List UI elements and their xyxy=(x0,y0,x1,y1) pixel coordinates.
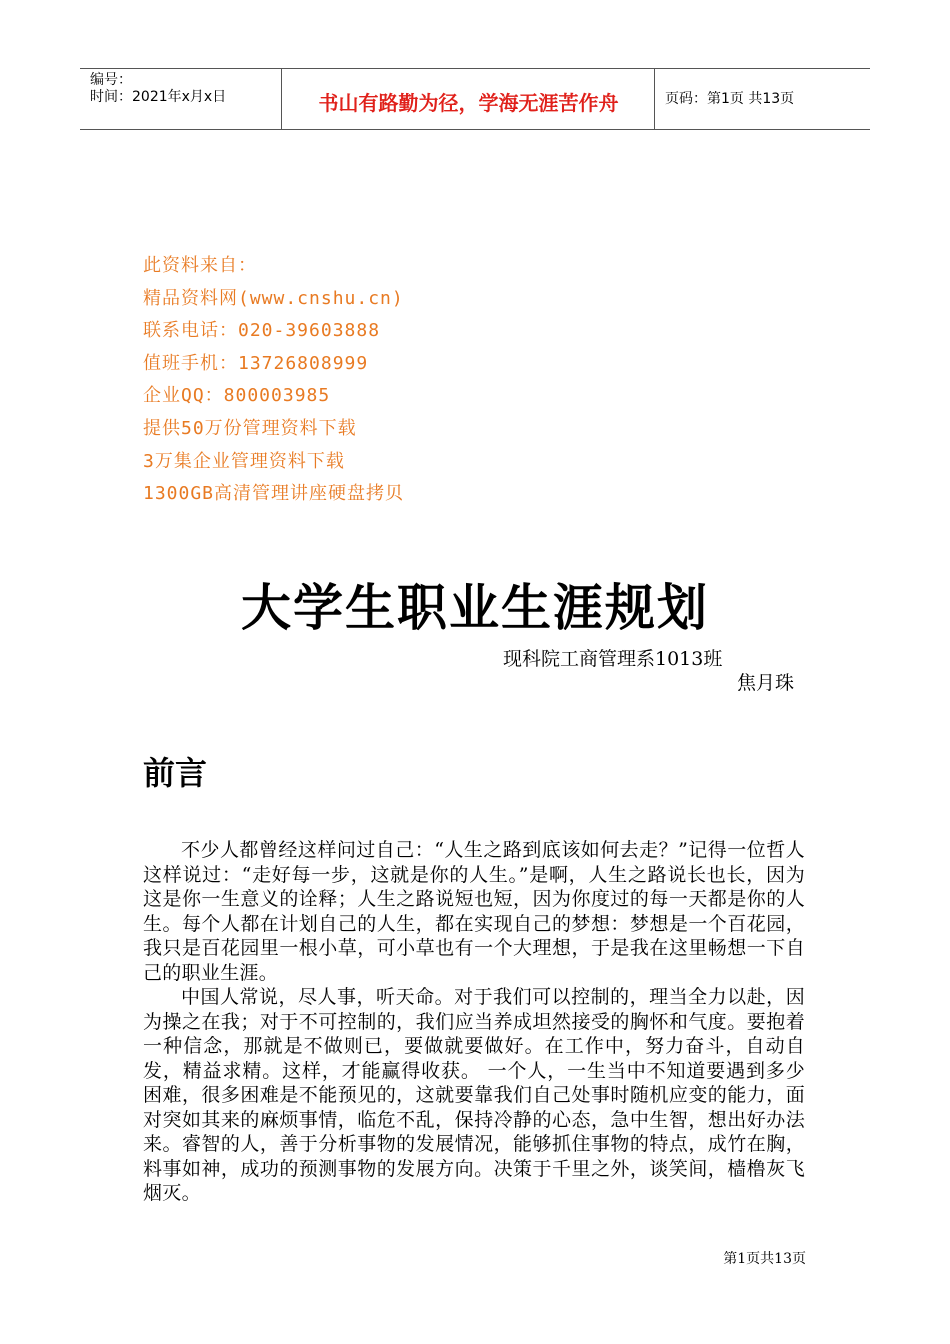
header-motto: 书山有路勤为径，学海无涯苦作舟 xyxy=(318,91,619,115)
resource-offer-line: 提供50万份管理资料下载 xyxy=(143,417,357,439)
page-footer: 第1页共13页 xyxy=(723,1251,806,1267)
document-author: 焦月珠 xyxy=(737,672,795,694)
source-info-line: 此资料来自： xyxy=(143,255,257,276)
section-heading: 前言 xyxy=(143,754,208,792)
document-date-label: 时间：2021年x月x日 xyxy=(90,89,227,105)
enterprise-qq-line: 企业QQ：800003985 xyxy=(143,385,331,407)
document-title: 大学生职业生涯规划 xyxy=(241,579,709,637)
source-website-line: 精品资料网(www.cnshu.cn) xyxy=(143,287,404,309)
body-text xyxy=(143,838,805,1206)
duty-mobile-line: 值班手机：13726808999 xyxy=(143,352,369,374)
resource-offer-line: 3万集企业管理资料下载 xyxy=(143,450,345,472)
header-page-cell xyxy=(655,69,870,129)
paragraph: 中国人常说，尽人事，听天命。对于我们可以控制的，理当全力以赴，因为操之在我；对于不可控制的，我们应当养成坦然接受的胸怀和气度。要抱着一种信念，那就是不做则已，要做就要做好。在工作中，努力奋斗，自动自发，精益求精。这样，才能赢得收获。 一个人，一生当中不知道要遇到多少困难，很多困难是不能预见的，这就要靠我们自己处事时随机应变的能力，面对突如其来的麻烦事情，临危不乱，保持冷静的心态，急中生智，想出好办法来。睿智的人，善于分析事物的发展情况，能够抓住事物的特点，成竹在胸，料事如神，成功的预测事物的发展方向。决策于千里之外，谈笑间，樯橹灰飞烟灭。 xyxy=(143,986,805,1204)
document-subtitle: 现科院工商管理系1013班 xyxy=(503,648,723,670)
header-page-number: 页码：第1页 共13页 xyxy=(665,91,795,107)
source-info-block xyxy=(143,250,404,511)
header-info-cell xyxy=(80,69,282,129)
resource-offer-line: 1300GB高清管理讲座硬盘拷贝 xyxy=(143,483,405,505)
page-header xyxy=(80,68,870,130)
document-number-label: 编号： xyxy=(90,72,132,88)
header-motto-cell xyxy=(282,69,655,129)
contact-phone-line: 联系电话：020-39603888 xyxy=(143,320,381,342)
paragraph: 不少人都曾经这样问过自己：“人生之路到底该如何去走？”记得一位哲人这样说过：“走好每一步，这就是你的人生。”是啊，人生之路说长也长，因为这是你一生意义的诠释；人生之路说短也短，因为你度过的每一天都是你的人生。每个人都在计划自己的人生，都在实现自己的梦想：梦想是一个百花园，我只是百花园里一根小草，可小草也有一个大理想，于是我在这里畅想一下自己的职业生涯。 xyxy=(143,839,805,984)
